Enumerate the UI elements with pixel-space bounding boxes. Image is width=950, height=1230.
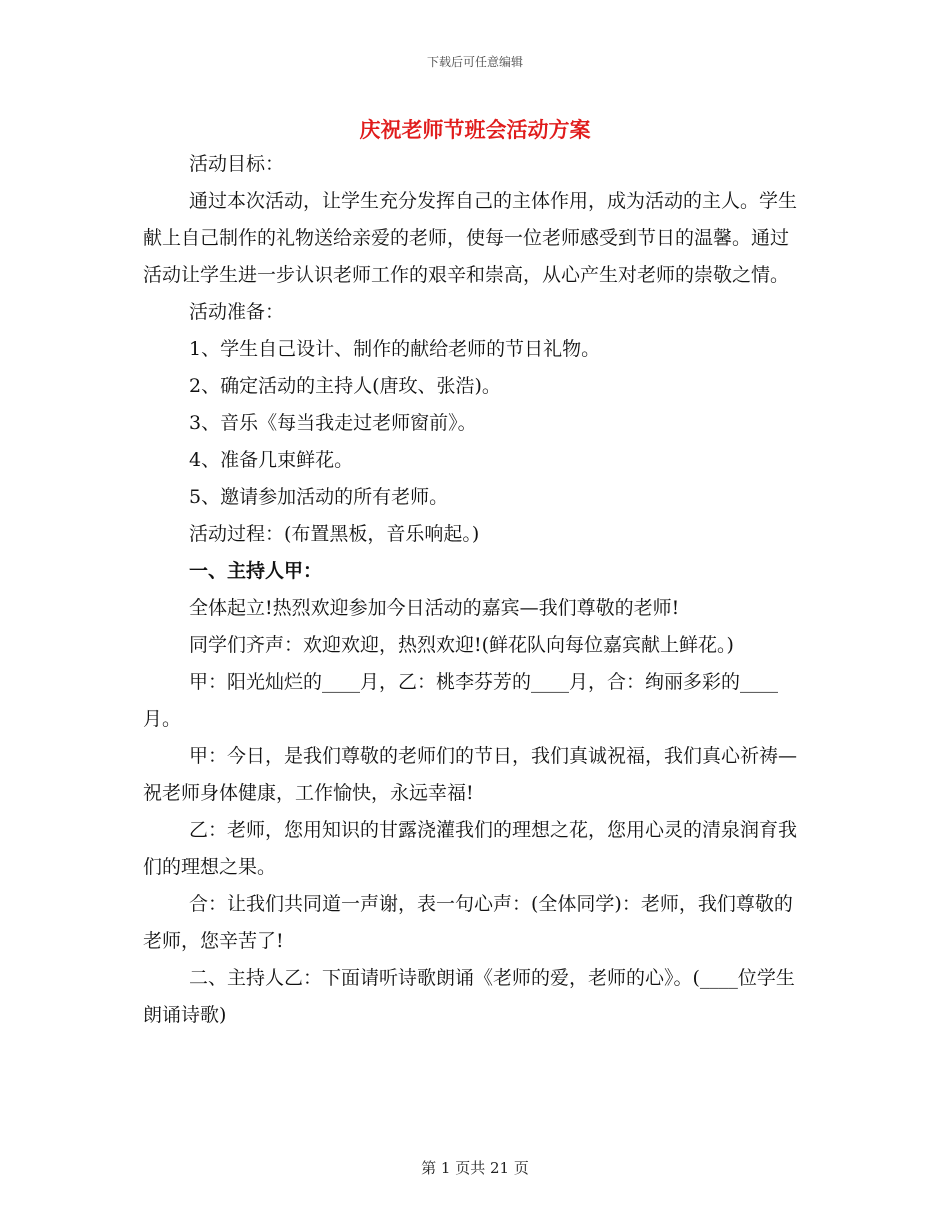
- paragraph: 活动过程：(布置黑板，音乐响起。): [189, 523, 480, 545]
- document-body: [143, 146, 807, 1034]
- page-footer: 第 1 页共 21 页: [421, 1159, 529, 1177]
- paragraph: 甲：今日，是我们尊敬的老师们的节日，我们真诚祝福，我们真心祈祷—祝老师身体健康，工作愉快，永远幸福!: [143, 745, 798, 804]
- list-item: 3、音乐《每当我走过老师窗前》。: [189, 412, 477, 434]
- document-title: 庆祝老师节班会活动方案: [359, 117, 591, 142]
- list-item: 2、确定活动的主持人(唐玫、张浩)。: [189, 375, 501, 397]
- paragraph: 通过本次活动，让学生充分发挥自己的主体作用，成为活动的主人。学生献上自己制作的礼物送给亲爱的老师，使每一位老师感受到节日的温馨。通过活动让学生进一步认识老师工作的艰辛和崇高，从心产生对老师的崇敬之情。: [143, 190, 798, 286]
- paragraph: 同学们齐声：欢迎欢迎，热烈欢迎!(鲜花队向每位嘉宾献上鲜花。): [189, 634, 734, 656]
- paragraph: 甲：阳光灿烂的____月，乙：桃李芬芳的____月，合：绚丽多彩的____月。: [143, 671, 779, 730]
- paragraph: 二、主持人乙：下面请听诗歌朗诵《老师的爱，老师的心》。(____位学生朗诵诗歌): [143, 967, 795, 1026]
- paragraph: 活动准备：: [189, 301, 285, 323]
- paragraph: 乙：老师，您用知识的甘露浇灌我们的理想之花，您用心灵的清泉润育我们的理想之果。: [143, 819, 798, 878]
- list-item: 1、学生自己设计、制作的献给老师的节日礼物。: [189, 338, 601, 360]
- header-note: 下载后可任意编辑: [426, 55, 523, 69]
- list-item: 5、邀请参加活动的所有老师。: [189, 486, 449, 508]
- paragraph: 合：让我们共同道一声谢，表一句心声：(全体同学)：老师，我们尊敬的老师，您辛苦了!: [143, 893, 793, 952]
- section-heading: 一、主持人甲：: [189, 560, 323, 582]
- paragraph: 全体起立!热烈欢迎参加今日活动的嘉宾—我们尊敬的老师!: [189, 597, 680, 619]
- list-item: 4、准备几束鲜花。: [189, 449, 354, 471]
- paragraph: 活动目标：: [189, 153, 285, 175]
